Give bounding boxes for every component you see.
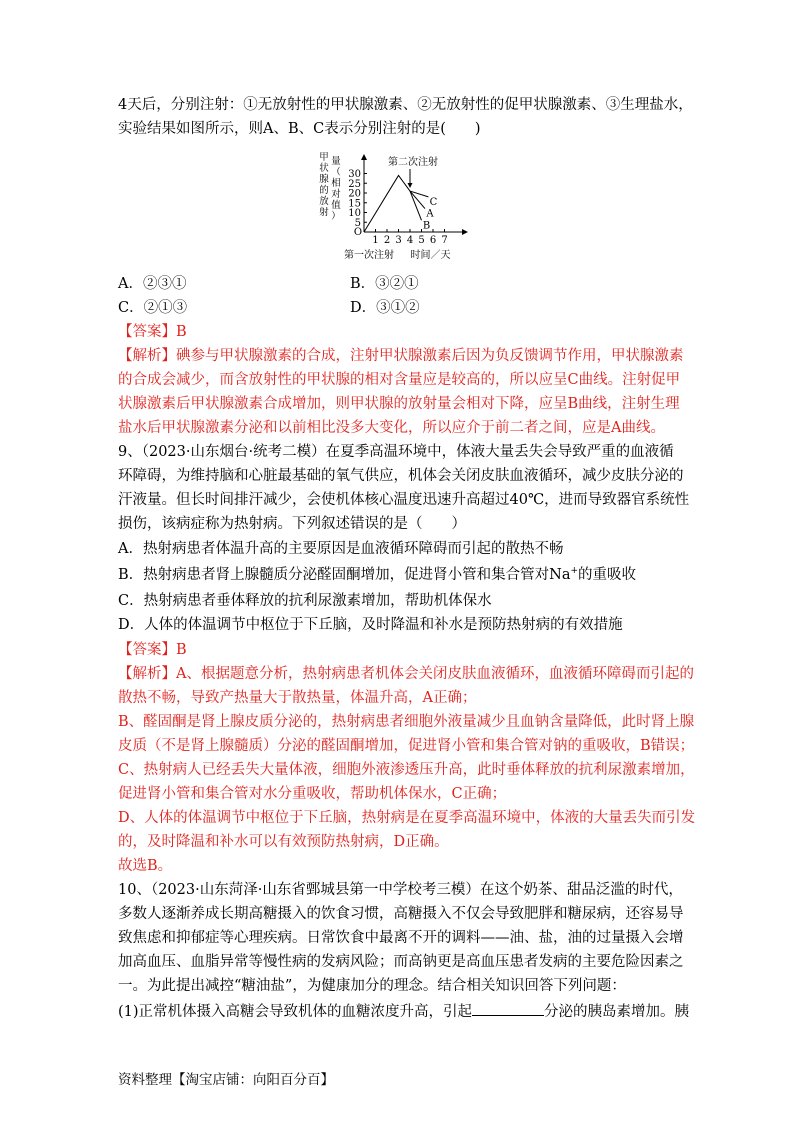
q9-analysis-line-2: 散热不畅，导致产热量大于散热量，体温升高，A正确； [118,690,477,706]
y-axis-label-char: 相 [331,178,341,189]
y-axis-label-char: ） [331,211,341,222]
x-tick-label: 2 [383,235,391,246]
base-curve [364,175,410,232]
q9-option-b [118,566,636,584]
q9-stem-line-3: 汗液量。但长时间排汗减少，会使机体核心温度迅速升高超过40℃，进而导致器官系统性 [118,492,690,508]
q10-stem-line-4: 加高血压、血脂异常等慢性病的发病风险；而高钠更是高血压患者发病的主要危险因素之 [118,954,684,970]
x-tick-label: 5 [418,235,425,246]
q9-option-d: D．人体的体温调节中枢位于下丘脑，及时降温和补水是预防热射病的有效措施 [118,617,623,633]
q9-analysis-line-3: B、醛固酮是肾上腺皮质分泌的，热射病患者细胞外液量减少且血钠含量降低，此时肾上腺 [118,714,695,730]
q9-stem-line-1: 9、（2023·山东烟台·统考二模）在夏季高温环境中，体液大量丢失会导致严重的血液循 [118,444,674,460]
thyroid-radioactivity-chart [312,150,492,262]
q9-option-b-text: B．热射病患者肾上腺髓质分泌醛固酮增加，促进肾小管和集合管对Na [118,567,571,583]
q9-analysis-line-7: D、人体的体温调节中枢位于下丘脑，热射病是在夏季高温环境中，体液的大量丢失而引发 [118,810,696,826]
y-axis-label-char: （ [331,167,341,178]
q10-sub1-tail: 分泌的胰岛素增加。胰 [544,1004,690,1020]
second-injection-label: 第二次注射 [388,157,438,168]
series-label-B: B [422,220,431,232]
y-tick-label: 30 [348,169,361,180]
q9-analysis-line-8: 的，及时降温和补水可以有效预防热射病，D正确。 [118,834,449,850]
q10-stem-line-3: 致焦虑和抑郁症等心理疾病。日常饮食中最离不开的调料——油、盐，油的过量摄入会增 [118,930,684,946]
q8-option-d: D．③①② [350,300,420,316]
y-axis-label-char: 射 [319,207,329,218]
q8-option-b: B．③②① [350,276,419,292]
x-tick-label: 7 [441,235,448,246]
x-tick-label: 1 [372,235,379,246]
q8-option-a: A．②③① [118,276,187,292]
analysis-text: 碘参与甲状腺激素的合成，注射甲状腺激素后因为负反馈调节作用，甲状腺激素 [176,348,684,364]
q9-conclusion: 故选B。 [118,858,173,874]
q9-answer [118,641,187,659]
q9-analysis-line-6: 促进肾小管和集合管对水分重吸收，帮助机体保水，C正确； [118,786,507,802]
q10-subquestion-1 [118,1001,689,1021]
q9-stem-line-4: 损伤，该病症称为热射病。下列叙述错误的是（ ） [118,516,466,532]
sodium-charge: + [570,566,579,577]
q8-analysis-line-2: 的合成会减少，而含放射性的甲状腺的相对含量应是较高的，所以应呈C曲线。注射促甲 [118,372,681,388]
answer-tag: 【答案】 [118,642,176,658]
series-label-C: C [429,196,438,208]
q10-stem-line-2: 多数人逐渐养成长期高糖摄入的饮食习惯，高糖摄入不仅会导致肥胖和糖尿病，还容易导 [118,906,684,922]
y-tick-label: 15 [348,198,361,210]
q9-option-c: C．热射病患者垂体释放的抗利尿激素增加，帮助机体保水 [118,593,492,609]
answer-value: B [176,642,187,658]
answer-tag: 【答案】 [118,324,176,340]
y-axis-label-char: 放 [319,196,329,207]
series-label-A: A [426,208,434,220]
q8-text-line-1: 4天后，分别注射：①无放射性的甲状腺激素、②无放射性的促甲状腺激素、③生理盐水， [118,97,693,113]
analysis-tag: 【解析】 [118,666,176,682]
y-axis-label-char: 甲 [319,152,329,163]
q9-analysis-line-4: 皮质（不是肾上腺髓质）分泌的醛固酮增加，促进肾小管和集合管对钠的重吸收，B错误； [118,738,695,754]
q9-stem-line-2: 环障碍，为维持脑和心脏最基础的氧气供应，机体会关闭皮肤血液循环，减少皮肤分泌的 [118,468,684,484]
y-tick-label: 25 [348,178,361,190]
y-axis-label-char: 腺 [319,174,329,185]
q9-analysis-line-1 [118,665,694,683]
q8-analysis-line-4: 盐水后甲状腺激素分泌和以前相比没多大变化，所以应介于前二者之间，应是A曲线。 [118,420,665,436]
q9-option-b-tail: 的重吸收 [578,567,637,583]
series-line-B [410,191,422,220]
q10-stem-line-1: 10、（2023·山东菏泽·山东省鄄城县第一中学校考三模）在这个奶茶、甜品泛滥的时代， [118,882,683,898]
q10-stem-line-5: 一。为此提出减控“糖油盐”，为健康加分的理念。结合相关知识回答下列问题： [118,978,626,994]
first-injection-label: 第一次注射 [344,250,394,261]
q10-sub1-text: (1)正常机体摄入高糖会导致机体的血糖浓度升高，引起 [118,1004,473,1020]
x-tick-label: 6 [429,235,437,246]
y-axis-label-char: 状 [319,163,329,174]
q8-answer [118,323,187,341]
q8-option-c: C．②①③ [118,300,188,316]
q9-option-a: A．热射病患者体温升高的主要原因是血液循环障碍而引起的散热不畅 [118,541,564,557]
x-axis-arrow [462,229,468,235]
x-axis-label: 时间／天 [410,250,451,261]
q8-analysis-line-3: 状腺激素后甲状腺激素合成增加，则甲状腺的放射量会相对下降，应呈B曲线，注射生理 [118,396,680,412]
analysis-tag: 【解析】 [118,348,176,364]
x-tick-label: 4 [406,235,414,246]
second-injection-arrowhead [408,183,413,188]
page-footer: 资料整理【淘宝店铺：向阳百分百】 [118,1072,334,1088]
y-axis-label-char: 的 [319,185,329,196]
q8-text-line-2: 实验结果如图所示，则A、B、C表示分别注射的是( ) [118,121,481,137]
y-tick-label: 5 [354,217,361,229]
y-tick-label: 20 [348,188,361,200]
y-axis-arrow [361,154,367,160]
y-tick-label: 10 [348,208,361,219]
origin-label: O [353,227,363,238]
y-axis-label-char: 对 [331,189,341,200]
q9-analysis-line-5: C、热射病人已经丢失大量体液，细胞外液渗透压升高，此时垂体释放的抗利尿激素增加， [118,762,695,778]
q8-analysis-line-1 [118,347,684,365]
fill-in-blank [472,1001,544,1016]
analysis-text: A、根据题意分析，热射病患者机体会关闭皮肤血液循环，血液循环障碍而引起的 [176,666,694,682]
x-tick-label: 3 [395,235,402,246]
y-axis-label-char: 值 [331,200,341,211]
y-axis-label-char: 量 [331,156,341,167]
answer-value: B [176,324,187,340]
